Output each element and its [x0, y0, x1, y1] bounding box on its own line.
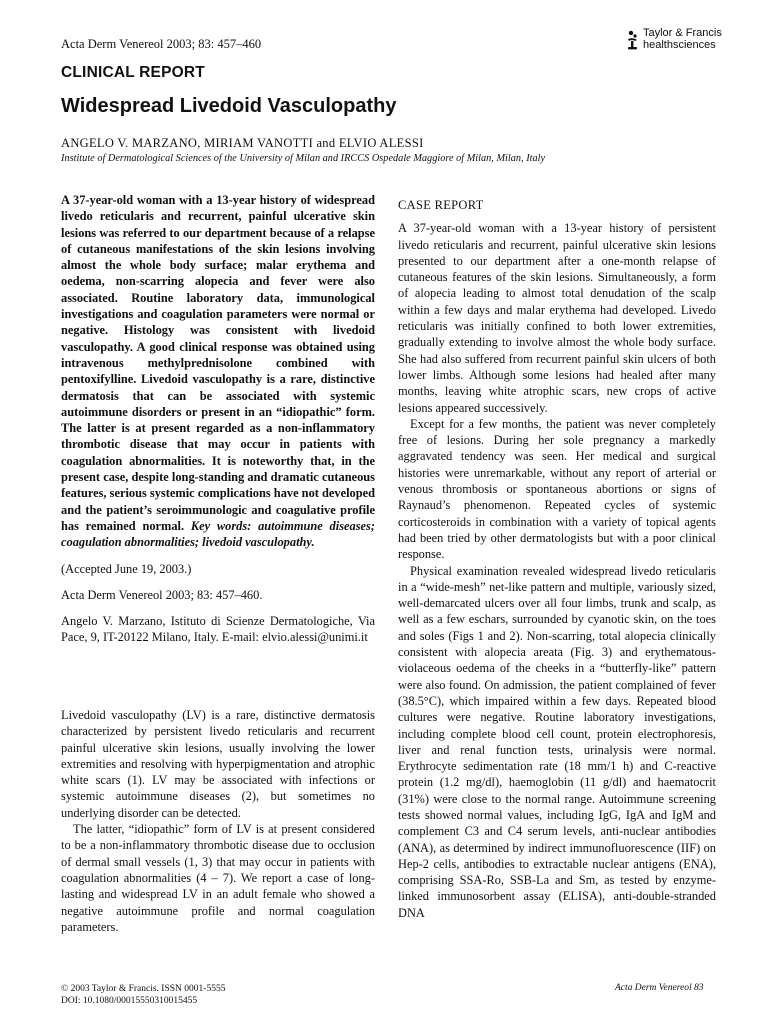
abstract-text: A 37-year-old woman with a 13-year history of widespread livedo reticularis and recurrent, painful ulcerative skin lesions was referred to our department because of a relapse of cutaneous manifestations of the skin lesions involving almost the whole body surface; malar erythema and oedema, non-scarring alopecia and fever were also associated. Routine laboratory data, immunological investigations and coagulation parameters were normal or negative. Histology was consistent with livedoid vasculopathy. A good clinical response was obtained using intravenous methylprednisolone combined with pentoxifylline. Livedoid vasculopathy is a rare, distinctive dermatosis that can be associated with systemic autoimmune disorders or present in an “idiopathic” form. The latter is at present regarded as a non-inflammatory thrombotic disease that may occur in patients with coagulation abnormalities. It is noteworthy that, in the present case, despite long-standing and dramatic cutaneous features, serious systemic complications have not developed and the patient’s seroimmunologic and coagulative profile has remained normal.: [61, 193, 375, 533]
correspondence-address: Angelo V. Marzano, Istituto di Scienze Dermatologiche, Via Pace, 9, IT-20122 Milano, Italy. E-mail: elvio.alessi@unimi.it: [61, 614, 375, 645]
publisher-name: [643, 27, 722, 51]
case-paragraph: A 37-year-old woman with a 13-year history of persistent livedo reticularis and recurrent, painful ulcerative skin lesions presented to our department after a one-month relapse of cutaneous features of the skin lesions. Simultaneously, a form of alopecia leading to almost total denudation of the scalp within a few days and malar erythema had developed. Livedo reticularis was initially confined to both lower extremities, gradually extending to involve almost the whole body surface. She had also suffered from recurrent painful skin ulcers of both lower limbs. Although some lesions had healed after many months, leaving white atrophic scars, new crops of active lesions appeared successively.: [398, 221, 716, 415]
affiliation: Institute of Dermatological Sciences of the University of Milan and IRCCS Ospedale Maggiore of Milan, Milan, Italy: [61, 153, 546, 164]
intro-paragraph: The latter, “idiopathic” form of LV is at present considered to be a non-inflammatory thrombotic disease due to occlusion of dermal small vessels (1, 3) that may occur in patients with coagulation abnormalities (4 – 7). We report a case of long-lasting and widespread LV in an adult female who showed a negative autoimmune profile and normal coagulation parameters.: [61, 822, 375, 934]
footer-journal: Acta Derm Venereol 83: [615, 983, 704, 993]
publisher-logo: [626, 27, 746, 57]
publisher-line2: healthsciences: [643, 39, 716, 51]
abstract-column: [61, 192, 375, 646]
intro-paragraph: Livedoid vasculopathy (LV) is a rare, distinctive dermatosis characterized by persistent livedo reticularis and recurrent painful ulcerative skin lesions, usually involving the lower extremities and resolving with hyperpigmentation and atrophic white scars (1). LV may be associated with infections or systemic autoimmune diseases (2), but sometimes no underlying disorder can be detected.: [61, 708, 375, 820]
article-title: Widespread Livedoid Vasculopathy: [61, 95, 397, 117]
case-paragraph: Physical examination revealed widespread livedo reticularis in a “wide-mesh” net-like pattern and multiple, variously sized, well-demarcated ulcers over all four limbs, trunk and scalp, as well as a few eschars, surrounded by cyanotic skin, on the toes and soles (Figs 1 and 2). Non-scarring, total alopecia clinically consistent with alopecia areata (Fig. 3) and erythematous-violaceous oedema of the cheeks in a “butterfly-like” pattern were also found. On admission, the patient complained of fever (38.5°C), which impaired within a few days. Repeated blood cultures were negative. Routine laboratory investigations, including complete blood cell count, protein electrophoresis, liver and renal function tests, urinalysis were normal. Erythrocyte sedimentation rate (18 mm/1 h) and C-reactive protein (1.2 mg/dl), haemoglobin (11 g/dl) and haematocrit (31%) were close to the normal range. Autoimmune screening tests showed normal values, including IgG, IgA and IgM and complement C3 and C4 serum levels, anti-nuclear antibodies (ANA), as determined by indirect immunofluorescence (IIF) on Hep-2 cells, antibodies to extractable nuclear antigens (ENA), comprising SSA-Ro, SSB-La and Sm, as tested by enzyme-linked immunosorbent assay (ELISA), anti-double-stranded DNA: [398, 563, 716, 920]
case-report-heading: CASE REPORT: [398, 198, 484, 212]
doi-line: DOI: 10.1080/00015550310015455: [61, 996, 198, 1006]
case-paragraph: Except for a few months, the patient was never completely free of lesions. During her sole pregnancy a markedly aggravated tendency was seen. Her medical and surgical histories were unremarkable, without any report of arterial or venous thrombosis or spontaneous abortions or signs of Raynaud’s phenomenon. Repeated cycles of systemic corticosteroids in combination with a variety of topical agents had been tried by other dermatologists but with a poor clinical response.: [398, 416, 716, 562]
introduction: [61, 707, 375, 935]
keywords: Key words: autoimmune diseases; coagulation abnormalities; livedoid vasculopathy.: [61, 518, 375, 550]
case-report-column: [398, 197, 716, 921]
abstract: [61, 192, 375, 551]
author-list: ANGELO V. MARZANO, MIRIAM VANOTTI and ELVIO ALESSI: [61, 136, 424, 150]
accepted-date: (Accepted June 19, 2003.): [61, 561, 192, 576]
footer-left: [61, 983, 225, 1007]
section-label: CLINICAL REPORT: [61, 64, 205, 81]
journal-citation-header: Acta Derm Venereol 2003; 83: 457–460: [61, 37, 262, 51]
copyright-line: © 2003 Taylor & Francis. ISSN 0001-5555: [61, 984, 226, 994]
publisher-lamp-icon: [626, 29, 640, 51]
publisher-line1: Taylor & Francis: [643, 27, 722, 39]
citation-line: Acta Derm Venereol 2003; 83: 457–460.: [61, 587, 263, 602]
